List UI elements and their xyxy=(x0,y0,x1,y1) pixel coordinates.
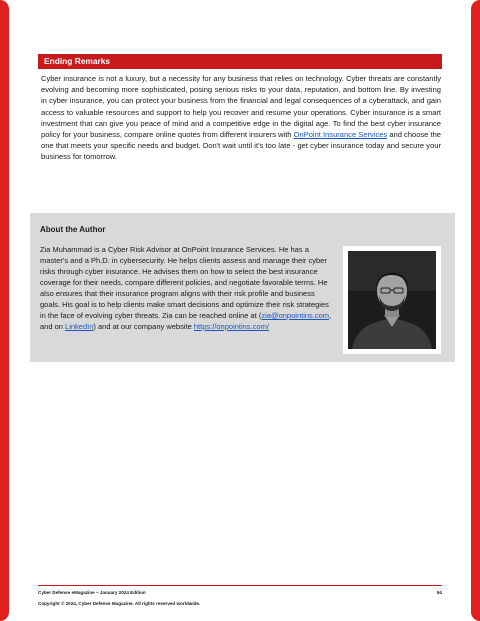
left-edge-decoration xyxy=(0,0,9,621)
author-bio-text: Zia Muhammad is a Cyber Risk Advisor at OnPoint Insurance Services. He has a master's and a Ph.D. in cybersecurity. He helps clients assess and manage their cyber risks through cyber insurance. He advises them on how to select the best insurance coverage for their needs, compare different policies, and negotiate favorable terms. He also ensures that their insurance program aligns with their risk profile and business goals. His goal is to help clients make smart decisions and optimize their risk strategies in the face of evolving cyber threats. Zia can be reached online at ( xyxy=(40,245,329,320)
ending-remarks-paragraph xyxy=(41,73,441,163)
onpoint-insurance-link[interactable]: OnPoint Insurance Services xyxy=(293,130,388,140)
author-portrait-image xyxy=(348,251,436,349)
author-photo xyxy=(343,246,441,354)
footer-copyright: Copyright © 2024, Cyber Defense Magazine. All rights reserved worldwide. xyxy=(38,601,201,606)
author-heading: About the Author xyxy=(40,225,106,234)
author-bio xyxy=(40,244,335,332)
page-number: 94 xyxy=(436,590,442,595)
author-bio-end: ) and at our company website xyxy=(93,322,194,331)
right-edge-decoration xyxy=(471,0,480,621)
company-website-link[interactable]: https://onpointins.com/ xyxy=(193,322,269,331)
paragraph-text-start: Cyber insurance is not a luxury, but a necessity for any business that relies on technology. Cyber threats are constantly evolving and becoming more sophisticated, posing serious risks to your data, reputation, and bottom line. By investing in cyber insurance, you can protect your business from the financial and legal consequences of a cyberattack, and gain access to valuable resources and support to help you recover and resume your operations. Cyber insurance is a smart investment that can give you peace of mind and a competitive edge in the digital age. To find the best cyber insurance policy for your business, compare online quotes from different insurers with xyxy=(41,74,441,140)
author-bio-mid: , and on xyxy=(40,311,332,331)
author-email-link[interactable]: zia@onpointins.com xyxy=(261,311,330,320)
linkedin-link[interactable]: LinkedIn xyxy=(65,322,94,331)
footer-edition: Cyber Defense eMagazine – January 2024 Edition xyxy=(38,590,146,595)
section-header-bar xyxy=(38,54,442,69)
section-title: Ending Remarks xyxy=(44,56,111,66)
footer-divider xyxy=(38,585,442,586)
about-author-box xyxy=(30,213,455,362)
paragraph-text-end: and choose the one that meets your specific needs and budget. Don't wait until it's too late - get cyber insurance today and secure your business for tomorrow. xyxy=(41,130,441,162)
